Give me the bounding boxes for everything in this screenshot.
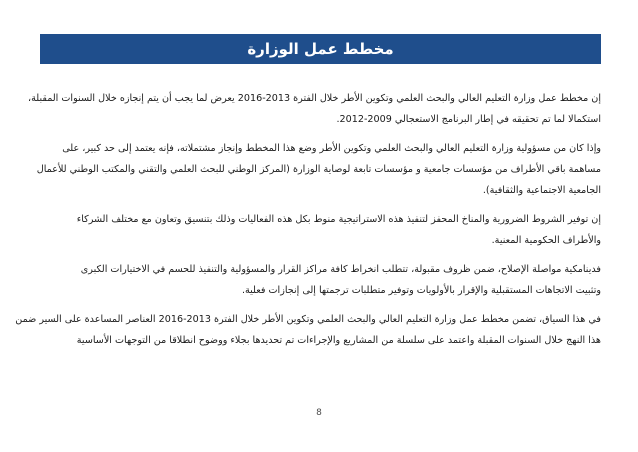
paragraph-line: وتثبيت الاتجاهات المستقبلية والإقرار بالأولويات وتوفير متطلبات ترجمتها إلى إنجازات فعلية. xyxy=(241,285,601,296)
paragraph-5 xyxy=(15,309,601,351)
paragraph-line: والأطراف الحكومية المعنية. xyxy=(491,235,601,246)
paragraph-line: في هذا السياق، تضمن مخطط عمل وزارة التعليم العالي والبحث العلمي وتكوين الأطر خلال الفترة 2013-2016 العناصر المساعدة على السير ضمن xyxy=(15,314,601,325)
paragraph-3 xyxy=(40,209,601,251)
page-title: مخطط عمل الوزارة xyxy=(247,40,394,58)
paragraph-line: استكمالا لما تم تحقيقه في إطار البرنامج الاستعجالي 2009-2012. xyxy=(336,114,601,125)
page-number: 8 xyxy=(316,408,322,418)
paragraph-2 xyxy=(36,138,601,201)
body-text xyxy=(15,88,601,359)
paragraph-line: مساهمة باقي الأطراف من مؤسسات جامعية و مؤسسات تابعة لوصاية الوزارة (المركز الوطني للبحث العلمي والتقني والمكتب الوطني للأعمال xyxy=(36,164,601,175)
paragraph-line: هذا النهج خلال السنوات المقبلة واعتمد على سلسلة من المشاريع والإجراءات تم تحديدها بجلاء ووضوح انطلاقا من التوجهات الأساسية xyxy=(76,335,601,346)
title-banner xyxy=(40,34,601,64)
paragraph-line: إن توفير الشروط الضرورية والمناخ المحفز لتنفيذ هذه الاستراتيجية منوط بكل هذه الفعاليات وذلك بتنسيق وتعاون مع مختلف الشركاء xyxy=(76,214,601,225)
paragraph-4 xyxy=(40,259,601,301)
paragraph-1 xyxy=(28,88,601,130)
paragraph-line: وإذا كان من مسؤولية وزارة التعليم العالي والبحث العلمي وتكوين الأطر وضع هذا المخطط وإنجاز مشتملاته، فإنه يعتمد إلى حد كبير، على xyxy=(62,143,601,154)
paragraph-line: إن مخطط عمل وزارة التعليم العالي والبحث العلمي وتكوين الأطر خلال الفترة 2013-2016 يعرض لما يجب أن يتم إنجازه خلال السنوات المقبلة، xyxy=(28,93,601,104)
paragraph-line: فدينامكية مواصلة الإصلاح، ضمن ظروف مقبولة، تتطلب انخراط كافة مراكز القرار والمسؤولية والتنفيذ للحسم في الاختيارات الكبرى xyxy=(80,264,601,275)
paragraph-line: الجامعية الاجتماعية والثقافية). xyxy=(482,185,601,196)
